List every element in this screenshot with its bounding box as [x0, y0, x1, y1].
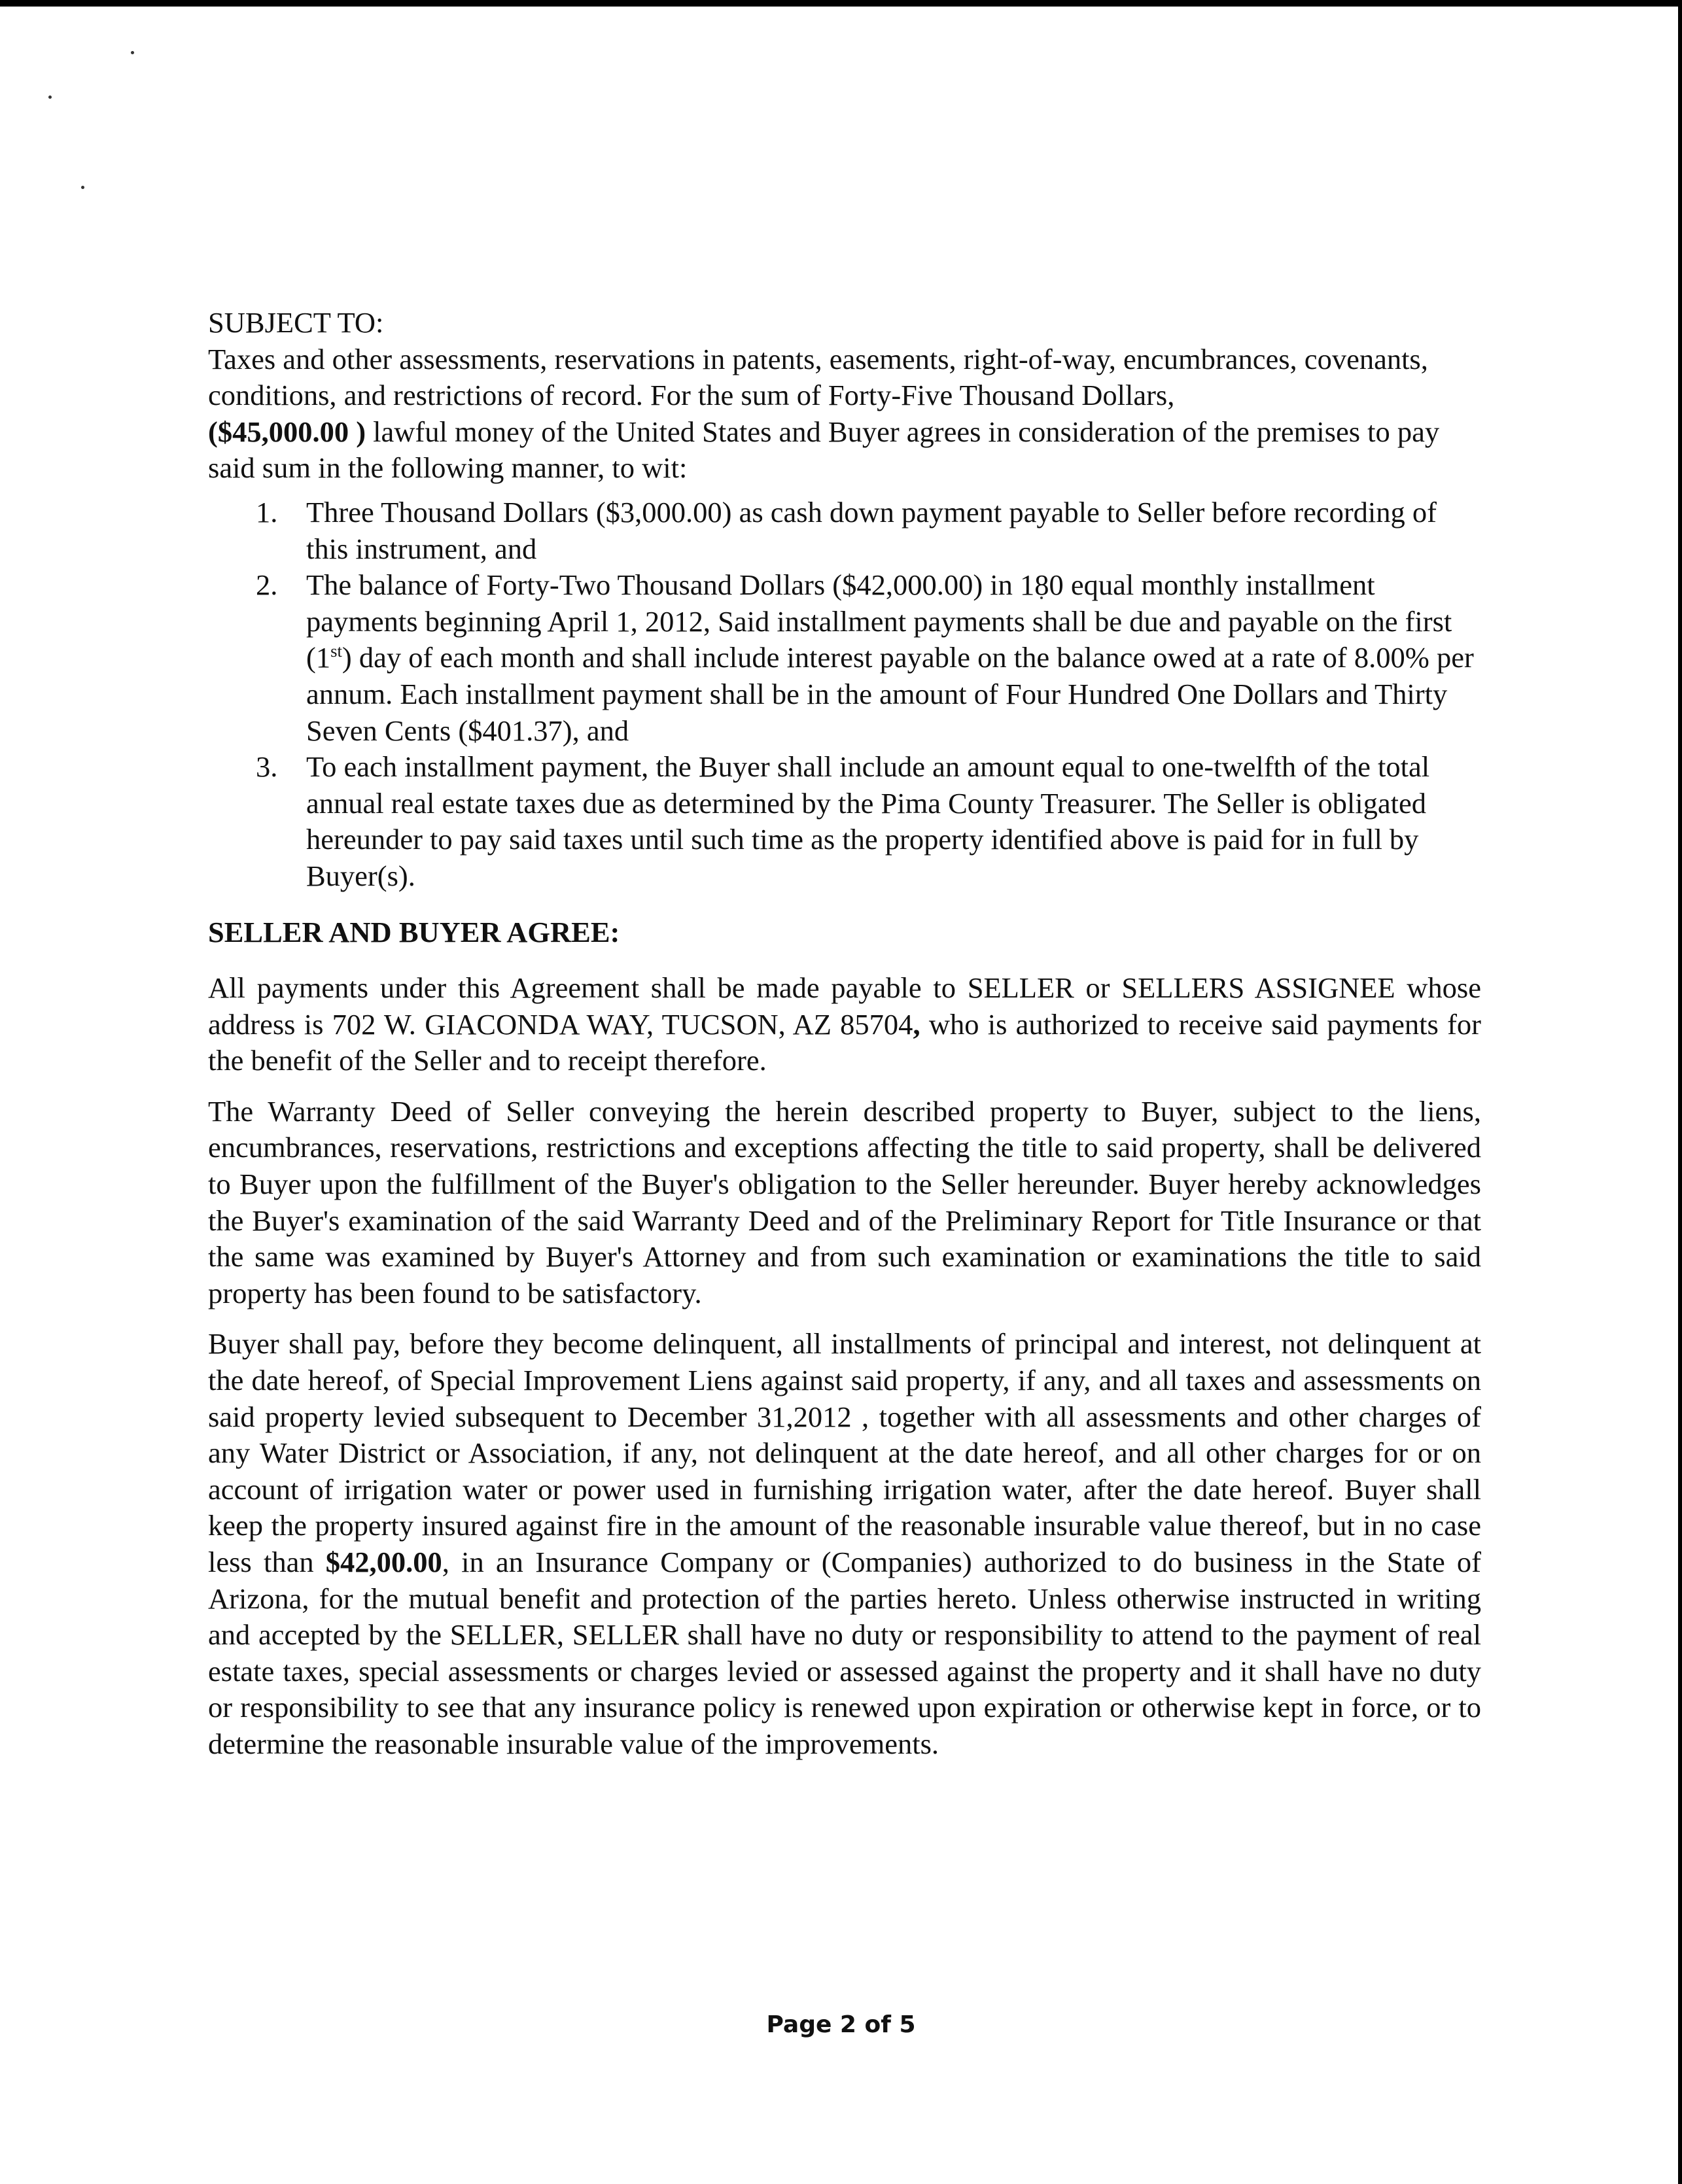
payments-text: All payments under this Agreement shall be made payable to SELLER or SELLERS ASSIGNEE whose address is 702 W. GIACONDA WAY, TUCSON, AZ 85704 [208, 971, 1481, 1041]
scan-speck [48, 95, 52, 99]
buyer-text: Buyer shall pay, before they become delinquent, all installments of principal and interest, not delinquent at the date hereof, of Special Improvement Liens against said property, if any, and all taxes and assessments on said property levied subsequent to December 31,2012 , together with all assessments and other charges of any Water District or Association, if any, not delinquent at the date hereof, and all other charges for or on account of irrigation water or power used in furnishing irrigation water, after the date hereof. Buyer shall keep the property insured against fire in the amount of the reasonable insurable value thereof, but in no case less than [208, 1327, 1481, 1578]
buyer-text-continued: , in an Insurance Company or (Companies) authorized to do business in the State of Arizona, for the mutual benefit and protection of the parties hereto. Unless otherwise instructed in writing and accepted by the SELLER, SELLER shall have no duty or responsibility to attend to the payment of real estate taxes, special assessments or charges levied or assessed against the property and it shall have no duty or responsibility to see that any insurance policy is renewed upon expiration or otherwise kept in force, or to determine the reasonable insurable value of the improvements. [208, 1546, 1481, 1760]
list-item [208, 749, 1481, 894]
scan-edge-top [0, 0, 1682, 7]
buyer-obligations-paragraph [208, 1326, 1481, 1762]
subject-text-continued: lawful money of the United States and Buyer agrees in consideration of the premises to pay said sum in the following manner, to wit: [208, 415, 1440, 485]
page-current: 2 [839, 2011, 856, 2038]
payments-text-continued: who is authorized to receive said payments for the benefit of the Seller and to receipt therefore. [208, 1007, 1481, 1077]
subject-amount: ($45,000.00 ) [208, 415, 366, 448]
page-prefix: Page [766, 2011, 840, 2038]
list-item-text-continued: ) day of each month and shall include interest payable on the balance owed at a rate of 8.00% per annum. Each installment payment shall be in the amount of Four Hundred One Dollars and Thirty Seven Cents ($401.37), and [306, 641, 1474, 747]
scan-speck [131, 51, 134, 54]
page-total: 5 [899, 2011, 916, 2038]
page-of: of [856, 2011, 900, 2038]
list-item-number: 2. [256, 568, 278, 602]
agree-heading: SELLER AND BUYER AGREE: [208, 915, 620, 948]
subject-heading: SUBJECT TO: [208, 306, 384, 339]
subject-text: Taxes and other assessments, reservations in patents, easements, right-of-way, encumbrances, covenants, conditions, and restrictions of record. For the sum of Forty-Five Thousand Dollars, [208, 342, 1428, 412]
list-item-text: The balance of Forty-Two Thousand Dollars ($42,000.00) in 180 equal monthly installment payments beginning April 1, 2012, Said installment payments shall be due and payable on the first (1 [306, 568, 1452, 674]
list-item-text: Three Thousand Dollars ($3,000.00) as cash down payment payable to Seller before recording of this instrument, and [306, 495, 1437, 565]
document-body [208, 305, 1481, 1763]
payment-terms-list [208, 494, 1481, 895]
scan-edge-right [1678, 0, 1682, 2184]
list-item-number: 1. [256, 495, 278, 529]
payments-paragraph [208, 970, 1481, 1079]
list-item [208, 494, 1481, 567]
list-item-number: 3. [256, 750, 278, 784]
insurance-amount: $42,00.00 [325, 1546, 442, 1578]
list-item [208, 567, 1481, 749]
list-item-text: To each installment payment, the Buyer shall include an amount equal to one-twelfth of the total annual real estate taxes due as determined by the Pima County Treasurer. The Seller is obligated hereunder to pay said taxes until such time as the property identified above is paid for in full by Buyer(s). [306, 750, 1430, 892]
payments-bold-comma: , [913, 1007, 920, 1041]
subject-paragraph [208, 341, 1481, 487]
warranty-paragraph: The Warranty Deed of Seller conveying the herein described property to Buyer, subject to the liens, encumbrances, reservations, restrictions and exceptions affecting the title to said property, shall be delivered to Buyer upon the fulfillment of the Buyer's obligation to the Seller hereunder. Buyer hereby acknowledges the Buyer's examination of the said Warranty Deed and of the Preliminary Report for Title Insurance or that the same was examined by Buyer's Attorney and from such examination or examinations the title to said property has been found to be satisfactory. [208, 1094, 1481, 1309]
ordinal-suffix: st [330, 641, 342, 661]
page-number [0, 2011, 1682, 2038]
scan-speck [81, 186, 84, 189]
